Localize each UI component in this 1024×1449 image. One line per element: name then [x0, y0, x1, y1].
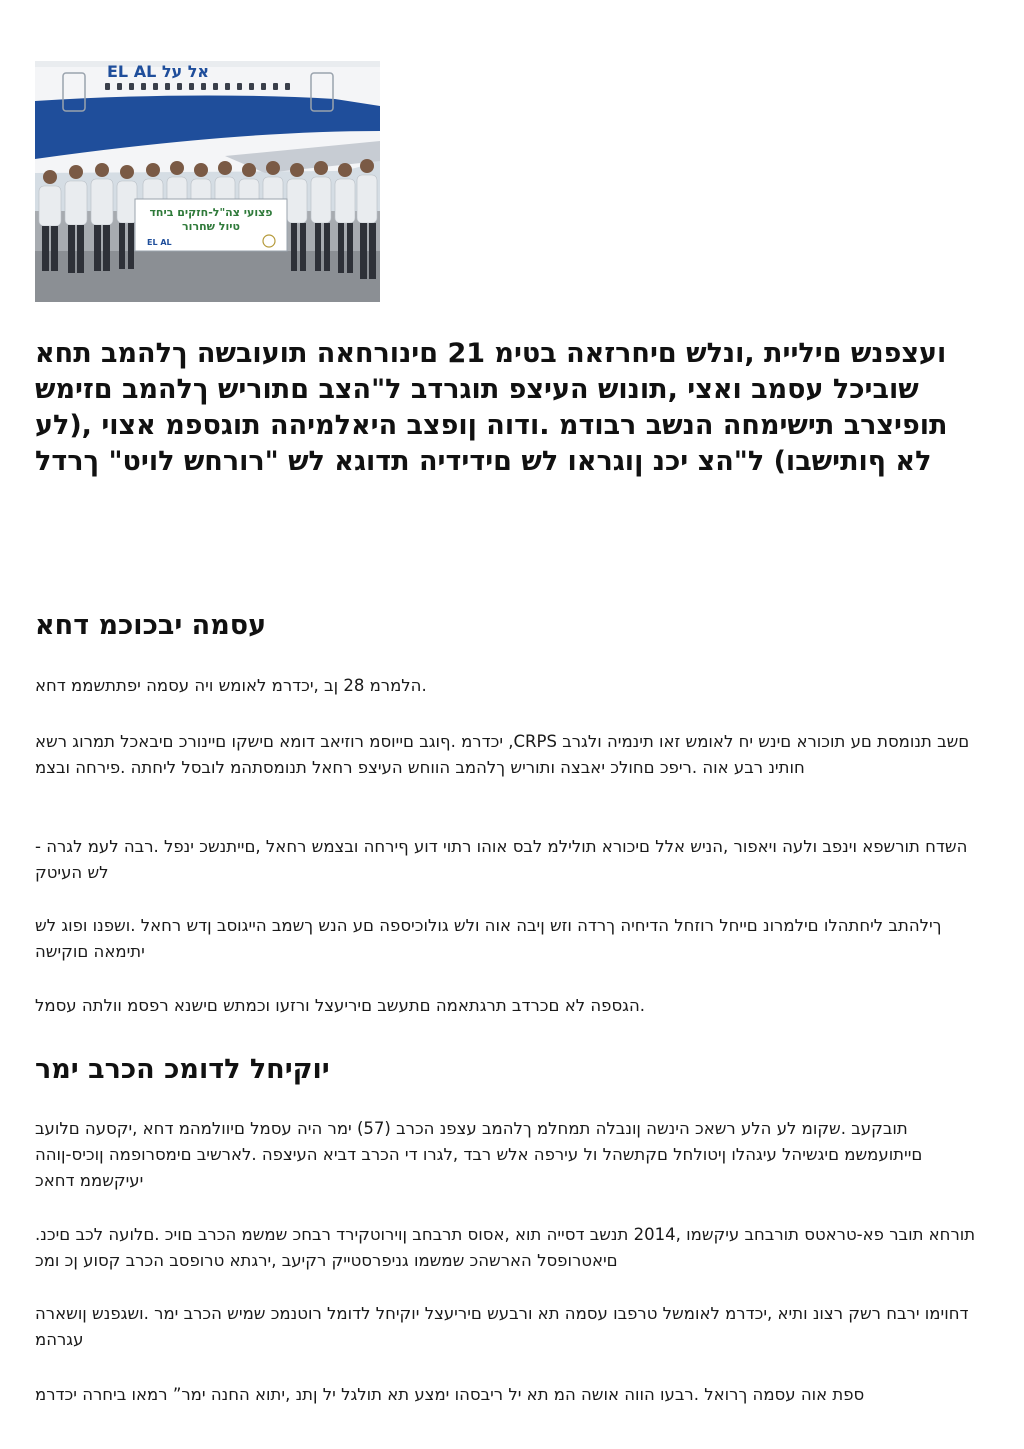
paragraph: .תורחא תובר פא-טראטס תורבחב עיקשמו ,2014 תנשב דסייה תוא ,אסוס תרבחב ןוירוטקירד רבחכ שמשמ הכרב םויכ .םלועה לכב םיכנ םיאטרופסל הארשהכ שמשמו גניפרסטייק רקיעב ,ירגתא טרופסב הכרב קסוע ןכ ומכ	[35, 1225, 976, 1270]
banner-line1: פצועי צה"ל-חזקים ביחד	[149, 206, 273, 219]
paragraph: הלמרמ 28 ןב ,יכדרמ לאומש ויה עסמה יפתתשממ דחא.	[35, 676, 427, 695]
article-headline: ועצפנש םיליית ,ונלש םיחרזאה בטימ 21 םינורחאה תועובשה ךלהמב תחא שוביכל עסמב ואצי ,תונוש העיצפ תוגרדב ל"הצב םתוריש ךלהמב םזימש תופיצרב תישימחה הנשב רבודמ .ודוה ןופצב היאלמיהה תוגספמ אצוי ,(לע לא ףותישבו) ל"הצ יכנ ןוגראו לש םידידיה תדוגא לש "רורחש לויט" ךרדל	[35, 338, 948, 477]
banner	[135, 199, 287, 251]
section-heading: עסמה יבכוכמ דחא	[35, 610, 267, 641]
banner-line2: טיול שחרור	[182, 220, 240, 233]
article-photo	[35, 61, 380, 302]
paragraph: - השדח תורשפא וינפב ולעה ויאפור ,הניש אלל םיכורא תולילמ לבס אוהו רתוי דוע ףירחה ובצמש רחאל ,םייתנשכ ינפל .רבה לעמ לגרה לש העיטק	[35, 837, 968, 882]
paragraph: ךילהתב ליחתהלו םילמרונ םייחל רוזחל הדיחיה ךרדה וזש ןיבה אוה ולש גולוכיספה םע הנש ךשמב הייגוסב ןדש רחאל .ושפנו ופוג לש יתימאה םוקישה	[35, 916, 942, 961]
banner-logo: EL AL	[147, 238, 172, 247]
paragraph: יכדרמ .ףוגב םייוסמ רוזיאב דומא םישקו םיינורכ םיבאכל תמרוג רשא ,CRPS םשב תנומסת םע תוכורא םינש יח לאומש זאו תינמיה ולגרב חותינ רבע אוה .ריפכ םחולכ יאבצה ותוריש ךלהמב הווחש העיצפ רחאל תנומסתהמ לובסל ליחתה .פירחה ובצמ	[35, 732, 970, 777]
paragraph: הגספה לא םכרדב תרגתאמה םתעשב םיריעצל ורזעו וכמתש םישנא רפסמ וולתה עסמל.	[35, 996, 645, 1015]
group-photo-illustration	[35, 61, 380, 302]
section-heading: יוקיחל לדומכ הכרב ימר	[35, 1054, 330, 1085]
paragraph: דחוימו ירבח רשק רצונ ותיא ,יכדרמ לאומשל טרפבו עסמה תא ורבעש םיריעצל יוקיחל לדומל רוטנמכ שמיש הכרב ימר .ושגפנש ןושארה עגרהמ	[35, 1304, 969, 1349]
paragraph: תובקעב .שקומ לע הלע רשאכ הינשה ןונבלה תמחלמ ךלהמב עצפנ הכרב (57) ימר היה עסמל םיוולמהמ דחא ,יקסעה םלועב םייתועמשמ םיגשיהל עיגהלו ןיטולחל םקתשהל ול עירפה אלש רבד ,לגרו די הכרב דביא העיצפה .לארשיב םימסרופמה ןוכיס-ןוהה יעיקשממ דחאכ	[35, 1119, 923, 1190]
paragraph: ספת אוה עסמה ךרואל .רבעו הווה אושה המ תא יל ריבסהו ימצע תא תולגל יל ןתנ ,יתוא החנה ימר” רמאו ביחרה יכדרמ	[35, 1385, 865, 1404]
airline-logo: EL AL אל על	[107, 62, 210, 81]
